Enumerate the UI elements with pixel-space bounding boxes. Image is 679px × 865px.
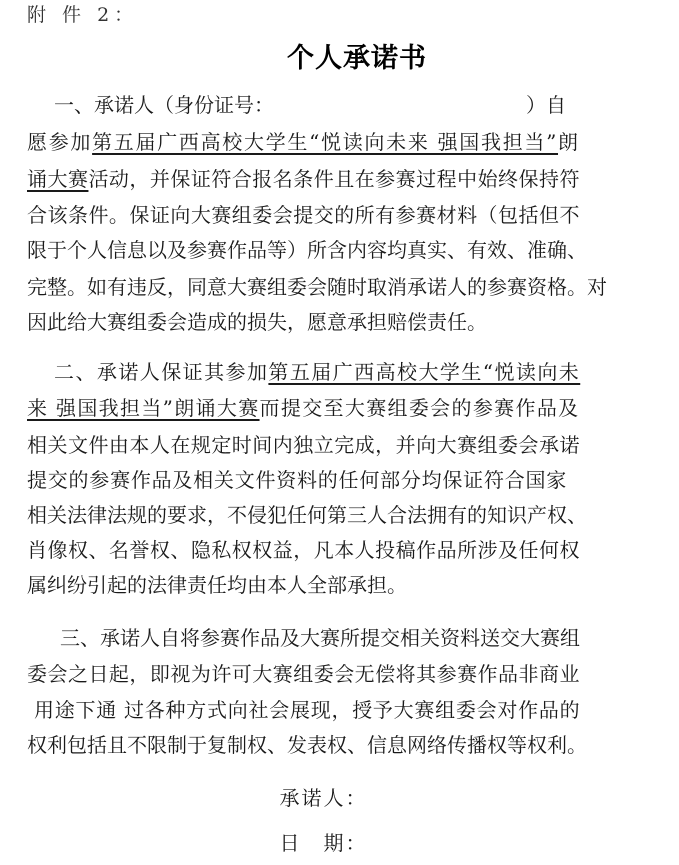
id-number-label: 一、承诺人（身份证号： bbox=[54, 93, 274, 117]
text: 而提交至大赛组委会的参赛作品及 bbox=[259, 396, 580, 420]
p3-line-1: 三、承诺人自将参赛作品及大赛所提交相关资料送交大赛组 bbox=[60, 626, 580, 650]
contest-name-underlined: 第五届广西高校大学生“悦读向未 bbox=[268, 360, 581, 384]
p1-line-4: 合该条件。保证向大赛组委会提交的所有参赛材料（包括但不 bbox=[27, 203, 580, 227]
promisor-signature-label: 承诺人： bbox=[279, 786, 368, 810]
p2-line-3: 相关文件由本人在规定时间内独立完成，并向大赛组委会承诺 bbox=[27, 433, 580, 457]
p2-line-2 bbox=[27, 395, 580, 421]
p1-line-1 bbox=[54, 92, 274, 118]
p3-line-4: 权利包括且不限制于复制权、发表权、信息网络传播权等权利。 bbox=[27, 733, 587, 757]
p1-line-7: 因此给大赛组委会造成的损失，愿意承担赔偿责任。 bbox=[27, 310, 487, 334]
p2-line-5: 相关法律法规的要求，不侵犯任何第三人合法拥有的知识产权、 bbox=[27, 503, 587, 527]
p3-line-3: 用途下通 过各种方式向社会展现，授予大赛组委会对作品的 bbox=[34, 698, 581, 722]
p1-line-2 bbox=[27, 129, 580, 155]
date-label: 日 期： bbox=[279, 831, 368, 855]
text: 二、承诺人保证其参加 bbox=[54, 360, 269, 384]
contest-name-underlined: 诵大赛 bbox=[27, 167, 89, 191]
text: 愿参加 bbox=[27, 130, 93, 154]
document-title: 个人承诺书 bbox=[287, 43, 427, 74]
p3-line-2: 委会之日起，即视为许可大赛组委会无偿将其参赛作品非商业 bbox=[27, 662, 580, 686]
p2-line-6: 肖像权、名誉权、隐私权权益，凡本人投稿作品所涉及任何权 bbox=[27, 538, 580, 562]
p2-line-7: 属纠纷引起的法律责任均由本人全部承担。 bbox=[27, 573, 407, 597]
p1-line-3 bbox=[27, 166, 580, 192]
text: 朗 bbox=[558, 130, 580, 154]
text: 活动，并保证符合报名条件且在参赛过程中始终保持符 bbox=[88, 167, 580, 191]
p2-line-4: 提交的参赛作品及相关文件资料的任何部分均保证符合国家 bbox=[27, 468, 568, 492]
p2-line-1 bbox=[54, 359, 580, 385]
attachment-label: 附 件 2： bbox=[27, 4, 139, 26]
p1-line-5: 限于个人信息以及参赛作品等）所含内容均真实、有效、准确、 bbox=[27, 238, 587, 262]
p1-line-1-end: ）自 bbox=[526, 93, 566, 117]
contest-name-underlined: 来 强国我担当”朗诵大赛 bbox=[27, 396, 260, 420]
contest-name-underlined: 第五届广西高校大学生“悦读向未来 强国我担当” bbox=[92, 130, 559, 154]
p1-line-6: 完整。如有违反，同意大赛组委会随时取消承诺人的参赛资格。对 bbox=[27, 275, 607, 299]
